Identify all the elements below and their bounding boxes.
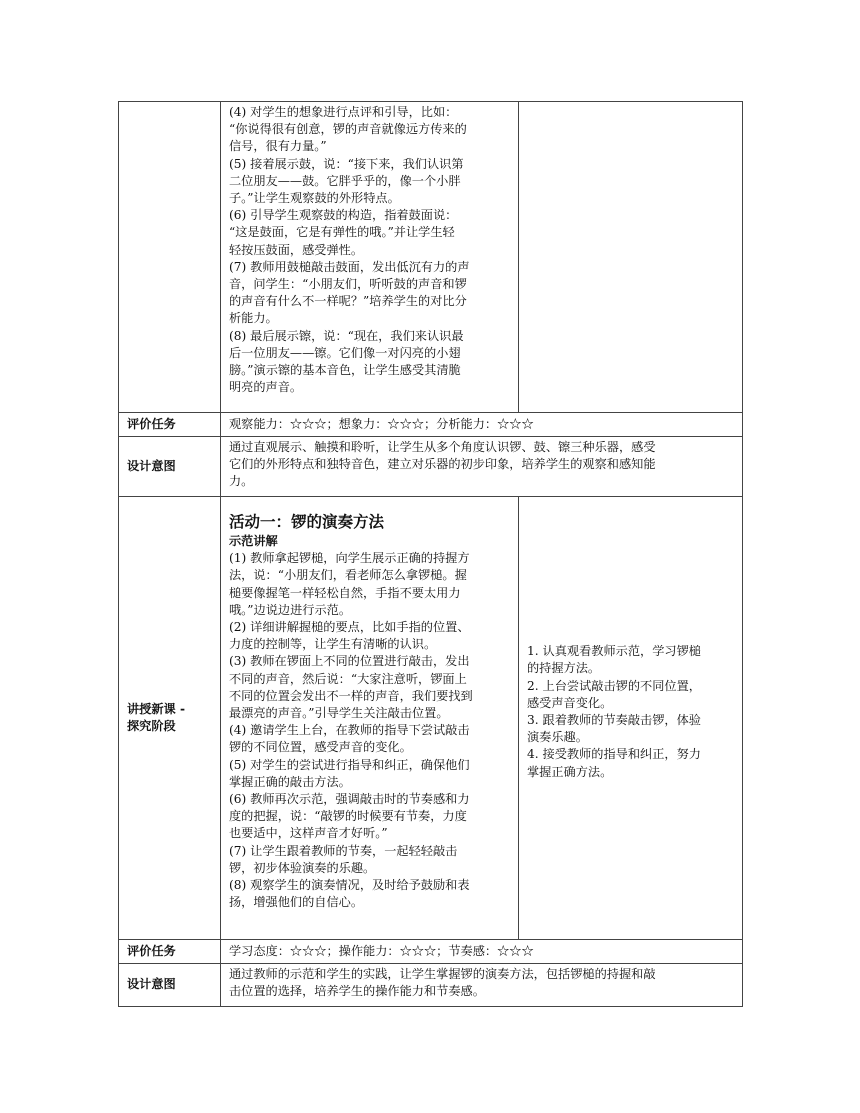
student-activity-cell [519,497,743,940]
text-line: 锣，初步体验演奏的乐趣。 [229,860,376,875]
text-line: (2) 详细讲解握槌的要点，比如手指的位置、 [229,620,470,635]
eval-task-label: 评价任务 [119,413,221,437]
text-line: 的持握方法。 [527,661,601,676]
text-line: 演奏乐趣。 [527,730,588,745]
stage-label-line-1: 讲授新课 - [127,701,186,716]
text-line: 音，问学生：“小朋友们，听听鼓的声音和锣 [229,277,467,292]
design-intent-label: 设计意图 [119,964,221,1007]
text-line: (5) 对学生的尝试进行指导和纠正，确保他们 [229,757,470,772]
text-line: 力。 [229,474,254,489]
student-activity-cell-empty [519,102,743,413]
text-line: 子。”让学生观察鼓的外形特点。 [229,191,400,206]
teacher-steps [229,550,512,911]
design-intent-text [221,437,743,497]
text-line: (4) 邀请学生上台，在教师的指导下尝试敲击 [229,723,470,738]
table-row [119,437,743,497]
text-line: “这是鼓面，它是有弹性的哦。”并让学生轻 [229,225,455,240]
text-line: 4. 接受教师的指导和纠正，努力 [527,747,701,762]
text-line: 法，说：“小朋友们，看老师怎么拿锣槌。握 [229,568,467,583]
text-line: 后一位朋友——镲。它们像一对闪亮的小翅 [229,345,461,360]
text-line: 析能力。 [229,311,278,326]
section-subtitle: 示范讲解 [229,534,278,548]
text-line: 通过直观展示、触摸和聆听，让学生从多个角度认识锣、鼓、镲三种乐器，感受 [229,440,656,454]
stage-label-line-2: 探究阶段 [127,719,176,733]
activity-title: 活动一：锣的演奏方法 [229,513,385,531]
text-line: (6) 教师再次示范，强调敲击时的节奏感和力 [229,792,470,807]
text-line: 2. 上台尝试敲击锣的不同位置， [527,678,701,693]
design-intent-label: 设计意图 [119,437,221,497]
text-line: 3. 跟着教师的节奏敲击锣，体验 [527,713,701,727]
text-line: 轻按压鼓面，感受弹性。 [229,242,364,257]
text-line: 击位置的选择，培养学生的操作能力和节奏感。 [229,984,485,999]
text-line: 也要适中，这样声音才好听。” [229,826,388,841]
lesson-plan-table [118,101,743,1007]
lesson-plan-page [118,101,742,1007]
design-intent-text [221,964,743,1007]
text-line: 的声音有什么不一样呢？”培养学生的对比分 [229,294,467,309]
table-row [119,940,743,964]
text-line: 不同的位置会发出不一样的声音，我们要找到 [229,688,473,703]
text-line: 度的把握，说：“敲锣的时候要有节奏，力度 [229,809,467,824]
text-line: (4) 对学生的想象进行点评和引导，比如： [229,105,458,119]
text-line: 明亮的声音。 [229,380,303,395]
text-line: 二位朋友——鼓。它胖乎乎的，像一个小胖 [229,173,461,188]
text-line: 信号，很有力量。” [229,139,327,154]
stage-label [119,497,221,940]
eval-task-label: 评价任务 [119,940,221,964]
table-row [119,413,743,437]
text-line: 掌握正确方法。 [527,764,613,779]
text-line: 膀。”演示镲的基本音色，让学生感受其清脆 [229,363,461,378]
text-line: 扬，增强他们的自信心。 [229,895,364,910]
teacher-activity-cell [221,497,519,940]
text-line: 掌握正确的敲击方法。 [229,774,351,789]
text-line: 哦。”边说边进行示范。 [229,602,352,617]
text-line: 通过教师的示范和学生的实践，让学生掌握锣的演奏方法，包括锣槌的持握和敲 [229,967,656,981]
table-row [119,964,743,1007]
eval-task-text: 观察能力：☆☆☆；想象力：☆☆☆；分析能力：☆☆☆ [221,413,743,437]
text-line: 它们的外形特点和独特音色，建立对乐器的初步印象，培养学生的观察和感知能 [229,457,656,472]
text-line: 1. 认真观看教师示范，学习锣槌 [527,644,701,659]
text-line: (7) 让学生跟着教师的节奏，一起轻轻敲击 [229,843,458,858]
text-line: (5) 接着展示鼓，说：“接下来，我们认识第 [229,156,464,171]
text-line: (1) 教师拿起锣槌，向学生展示正确的持握方 [229,551,470,566]
table-row [119,497,743,940]
text-line: 槌要像握笔一样轻松自然，手指不要太用力 [229,585,461,600]
eval-task-text: 学习态度：☆☆☆；操作能力：☆☆☆；节奏感：☆☆☆ [221,940,743,964]
stage-cell-empty [119,102,221,413]
text-line: 最漂亮的声音。”引导学生关注敲击位置。 [229,706,449,721]
teacher-activity-cell [221,102,519,413]
text-line: (8) 最后展示镲，说：“现在，我们来认识最 [229,328,464,343]
text-line: (6) 引导学生观察鼓的构造，指着鼓面说： [229,208,458,223]
text-line: (3) 教师在锣面上不同的位置进行敲击，发出 [229,654,470,669]
text-line: 锣的不同位置，感受声音的变化。 [229,740,412,755]
text-line: 不同的声音，然后说：“大家注意听，锣面上 [229,671,467,686]
text-line: (8) 观察学生的演奏情况，及时给予鼓励和表 [229,878,470,893]
text-line: “你说得很有创意，锣的声音就像远方传来的 [229,122,467,137]
text-line: 力度的控制等，让学生有清晰的认识。 [229,637,437,652]
text-line: 感受声音变化。 [527,695,613,710]
table-row [119,102,743,413]
text-line: (7) 教师用鼓槌敲击鼓面，发出低沉有力的声 [229,259,470,274]
